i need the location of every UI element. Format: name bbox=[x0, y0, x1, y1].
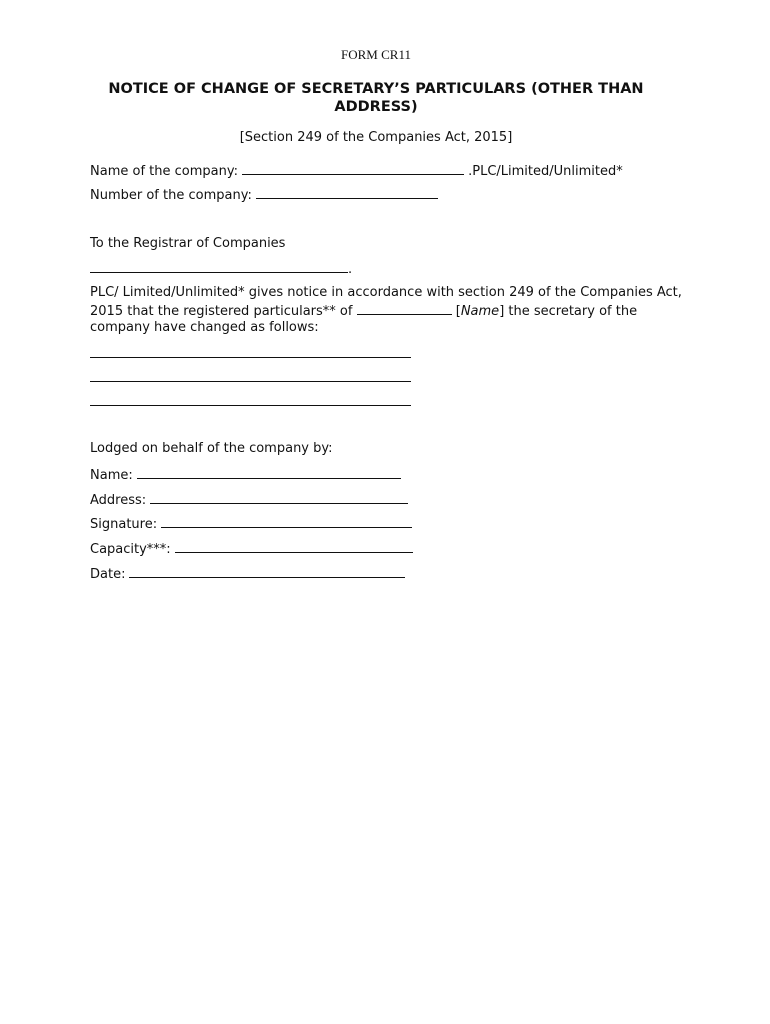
lodged-address-label: Address: bbox=[90, 493, 147, 508]
lodged-capacity-field[interactable] bbox=[175, 540, 413, 553]
lodged-signature-row bbox=[90, 515, 412, 532]
company-type-suffix: .PLC/Limited/Unlimited* bbox=[468, 164, 623, 179]
notice-paragraph bbox=[90, 285, 690, 337]
lodged-name-label: Name: bbox=[90, 468, 133, 483]
particulars-field[interactable] bbox=[357, 302, 452, 315]
lodged-date-row bbox=[90, 565, 405, 582]
section-reference: [Section 249 of the Companies Act, 2015] bbox=[239, 130, 513, 145]
registrar-company-row bbox=[90, 260, 352, 277]
changes-line-1[interactable] bbox=[90, 357, 411, 358]
form-title: NOTICE OF CHANGE OF SECRETARY’S PARTICULARS (OTHER THAN ADDRESS) bbox=[108, 81, 644, 115]
bracket-open: [ bbox=[455, 303, 461, 319]
lodged-date-label: Date: bbox=[90, 567, 126, 582]
lodged-capacity-row bbox=[90, 540, 413, 557]
notice-text-part2: ] the secretary of the company have changed as follows: bbox=[90, 303, 638, 335]
changes-line-2[interactable] bbox=[90, 381, 411, 382]
lodged-signature-field[interactable] bbox=[161, 515, 412, 528]
form-number: FORM CR11 bbox=[341, 47, 411, 62]
changes-line-3[interactable] bbox=[90, 405, 411, 406]
lodged-date-field[interactable] bbox=[129, 565, 405, 578]
notice-text-part1: PLC/ Limited/Unlimited* gives notice in accordance with section 249 of the Companies Act, 2015 that the registered particulars** of bbox=[90, 285, 682, 319]
company-name-row bbox=[90, 162, 623, 179]
lodged-heading: Lodged on behalf of the company by: bbox=[90, 441, 333, 456]
company-name-label: Name of the company: bbox=[90, 164, 238, 179]
lodged-capacity-label: Capacity***: bbox=[90, 542, 171, 557]
name-placeholder-word: Name bbox=[460, 303, 500, 319]
company-name-field[interactable] bbox=[242, 162, 464, 175]
lodged-name-field[interactable] bbox=[137, 466, 401, 479]
company-number-field[interactable] bbox=[256, 186, 438, 199]
company-number-row bbox=[90, 186, 438, 203]
registrar-company-field[interactable] bbox=[90, 260, 348, 273]
registrar-addressee: To the Registrar of Companies bbox=[90, 236, 286, 251]
lodged-name-row bbox=[90, 466, 401, 483]
lodged-signature-label: Signature: bbox=[90, 517, 158, 532]
lodged-address-field[interactable] bbox=[150, 491, 408, 504]
registrar-line-end: . bbox=[348, 262, 353, 277]
lodged-address-row bbox=[90, 491, 408, 508]
company-number-label: Number of the company: bbox=[90, 188, 252, 203]
